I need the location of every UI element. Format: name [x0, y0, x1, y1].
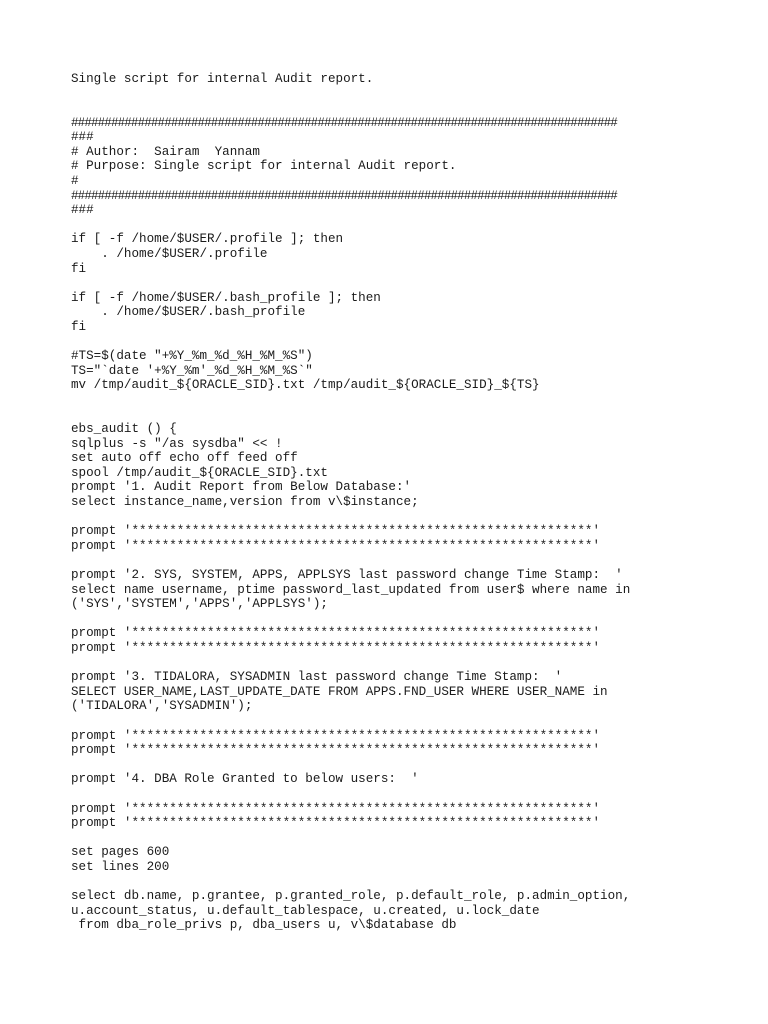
blank-line [71, 831, 761, 846]
blank-line [71, 874, 761, 889]
code-line: ### [71, 130, 94, 145]
script-body [71, 116, 761, 933]
code-line: spool /tmp/audit_${ORACLE_SID}.txt [71, 465, 328, 480]
blank-line [71, 758, 761, 773]
code-line: select name username, ptime password_last_updated from user$ where name in [71, 582, 631, 597]
code-line: select instance_name,version from v\$instance; [71, 495, 419, 510]
code-line: # Author: Sairam Yannam [71, 144, 260, 159]
code-line: # [71, 173, 79, 188]
code-line: u.account_status, u.default_tablespace, u.created, u.lock_date [71, 903, 540, 918]
code-line: if [ -f /home/$USER/.profile ]; then [71, 232, 344, 247]
code-line: TS="`date '+%Y_%m'_%d_%H_%M_%S`" [71, 363, 313, 378]
code-line: set lines 200 [71, 859, 170, 874]
blank-line [71, 276, 761, 291]
code-line: select db.name, p.grantee, p.granted_role, p.default_role, p.admin_option, [71, 889, 631, 904]
code-line: #TS=$(date "+%Y_%m_%d_%H_%M_%S") [71, 349, 313, 364]
code-line: prompt '*************************************************************' [71, 728, 601, 743]
code-line: sqlplus -s "/as sysdba" << ! [71, 436, 283, 451]
code-line: SELECT USER_NAME,LAST_UPDATE_DATE FROM APPS.FND_USER WHERE USER_NAME in [71, 684, 608, 699]
code-line: prompt '1. Audit Report from Below Database:' [71, 480, 412, 495]
document-page [71, 72, 761, 933]
blank-line [71, 612, 761, 627]
code-line: prompt '4. DBA Role Granted to below users: ' [71, 772, 419, 787]
code-line: # Purpose: Single script for internal Audit report. [71, 159, 457, 174]
code-line: fi [71, 319, 87, 334]
code-line: prompt '*************************************************************' [71, 524, 601, 539]
code-line: fi [71, 261, 87, 276]
code-line: from dba_role_privs p, dba_users u, v\$database db [71, 918, 457, 933]
code-line: . /home/$USER/.profile [71, 246, 268, 261]
code-line: prompt '2. SYS, SYSTEM, APPS, APPLSYS last password change Time Stamp: ' [71, 568, 623, 582]
blank-line [71, 714, 761, 729]
blank-line [71, 407, 761, 422]
code-line: prompt '*************************************************************' [71, 801, 601, 816]
code-line: prompt '3. TIDALORA, SYSADMIN last password change Time Stamp: ' [71, 670, 563, 685]
code-line: . /home/$USER/.bash_profile [71, 305, 306, 320]
blank-line [71, 218, 761, 233]
blank-line [71, 553, 761, 568]
code-line: set auto off echo off feed off [71, 451, 298, 466]
blank-line [71, 510, 761, 525]
blank-line [71, 393, 761, 408]
blank-line [71, 787, 761, 802]
code-line: prompt '*************************************************************' [71, 816, 601, 831]
code-line: prompt '*************************************************************' [71, 626, 601, 641]
code-line: mv /tmp/audit_${ORACLE_SID}.txt /tmp/audit_${ORACLE_SID}_${TS} [71, 378, 540, 393]
code-line: ebs_audit () { [71, 422, 177, 437]
code-line: prompt '*************************************************************' [71, 538, 601, 553]
document-title: Single script for internal Audit report. [71, 72, 374, 86]
code-line: ('TIDALORA','SYSADMIN'); [71, 699, 253, 714]
code-line: prompt '*************************************************************' [71, 743, 601, 758]
blank-line [71, 656, 761, 671]
code-line: if [ -f /home/$USER/.bash_profile ]; then [71, 290, 381, 305]
blank-line [71, 335, 761, 350]
code-line: set pages 600 [71, 845, 170, 860]
code-line: ################################################################################## [71, 115, 617, 130]
code-line: ### [71, 203, 94, 218]
code-line: ################################################################################## [71, 188, 617, 203]
code-line: ('SYS','SYSTEM','APPS','APPLSYS'); [71, 597, 328, 612]
code-line: prompt '*************************************************************' [71, 640, 601, 655]
